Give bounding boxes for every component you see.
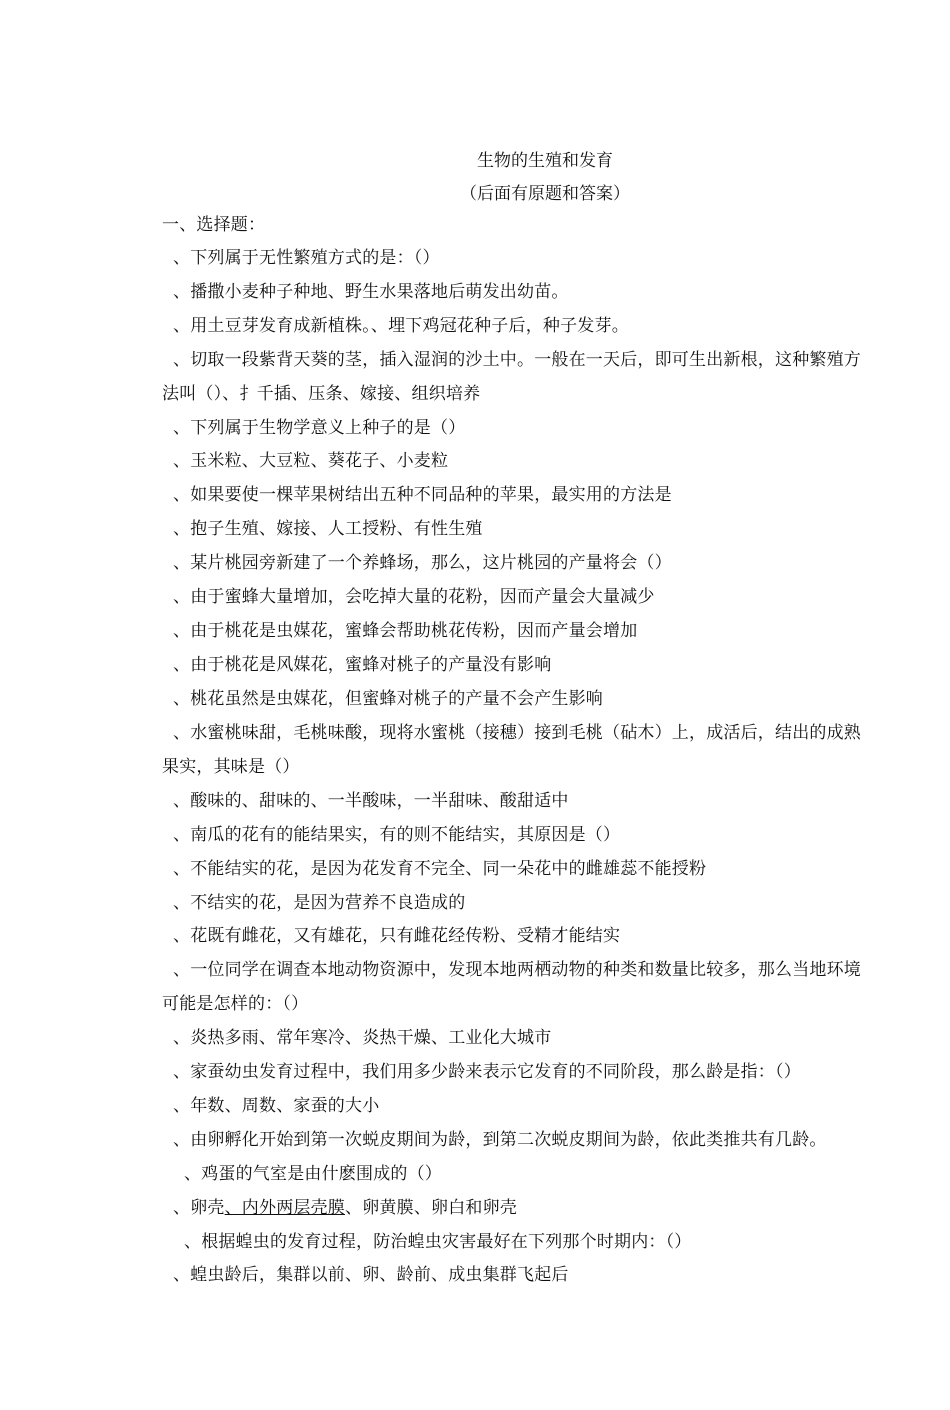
question-line: 、根据蝗虫的发育过程，防治蝗虫灾害最好在下列那个时期内：（）	[184, 1232, 692, 1252]
option-line: 、由卵孵化开始到第一次蜕皮期间为龄，到第二次蜕皮期间为龄，依此类推共有几龄。	[173, 1130, 827, 1150]
option-line: 、花既有雌花，又有雄花，只有雌花经传粉、受精才能结实	[173, 926, 621, 946]
option-line: 、用土豆芽发育成新植株。、埋下鸡冠花种子后，种子发芽。	[173, 316, 629, 336]
question-line: 、如果要使一棵苹果树结出五种不同品种的苹果，最实用的方法是	[173, 485, 672, 505]
option-line: 、桃花虽然是虫媒花，但蜜蜂对桃子的产量不会产生影响	[173, 689, 603, 709]
option-text: 、卵壳	[173, 1198, 225, 1218]
question-line: 、某片桃园旁新建了一个养蜂场，那么，这片桃园的产量将会（）	[173, 553, 672, 573]
question-line: 、下列属于无性繁殖方式的是：（）	[173, 248, 440, 268]
option-line: 、玉米粒、大豆粒、葵花子、小麦粒	[173, 451, 449, 471]
question-line: 、切取一段紫背天葵的茎，插入湿润的沙土中。一般在一天后，即可生出新根，这种繁殖方	[173, 350, 861, 370]
option-line: 、酸味的、甜味的、一半酸味，一半甜味、酸甜适中	[173, 791, 569, 811]
question-line-continued: 可能是怎样的：（）	[162, 994, 309, 1014]
option-text-underlined: 、内外两层壳膜	[224, 1198, 346, 1218]
question-line-continued: 法叫（）、扌千插、压条、嫁接、组织培养	[162, 384, 481, 404]
option-line: 、由于桃花是风媒花，蜜蜂对桃子的产量没有影响	[173, 655, 552, 675]
option-line: 、由于桃花是虫媒花，蜜蜂会帮助桃花传粉，因而产量会增加	[173, 621, 638, 641]
question-line: 、一位同学在调查本地动物资源中，发现本地两栖动物的种类和数量比较多，那么当地环境	[173, 960, 861, 980]
document-title: 生物的生殖和发育	[477, 151, 613, 171]
option-text: 、卵黄膜、卵白和卵壳	[345, 1198, 518, 1218]
option-line: 、年数、周数、家蚕的大小	[173, 1096, 380, 1116]
question-line: 、下列属于生物学意义上种子的是（）	[173, 418, 466, 438]
option-line: 、不能结实的花，是因为花发育不完全、同一朵花中的雌雄蕊不能授粉	[173, 859, 707, 879]
section-heading: 一、选择题：	[162, 215, 266, 235]
question-line: 、南瓜的花有的能结果实，有的则不能结实，其原因是（）	[173, 825, 621, 845]
question-line: 、水蜜桃味甜，毛桃味酸，现将水蜜桃（接穗）接到毛桃（砧木）上，成活后，结出的成熟	[173, 723, 861, 743]
question-line-continued: 果实，其味是（）	[162, 757, 300, 777]
option-line-egg	[173, 1193, 517, 1218]
option-line: 、播撒小麦种子种地、野生水果落地后萌发出幼苗。	[173, 282, 569, 302]
option-line: 、蝗虫龄后，集群以前、卵、龄前、成虫集群飞起后	[173, 1265, 569, 1285]
option-line: 、抱子生殖、嫁接、人工授粉、有性生殖	[173, 519, 483, 539]
option-line: 、不结实的花，是因为营养不良造成的	[173, 893, 466, 913]
option-line: 、炎热多雨、常年寒冷、炎热干燥、工业化大城市	[173, 1028, 552, 1048]
option-line: 、由于蜜蜂大量增加，会吃掉大量的花粉，因而产量会大量减少	[173, 587, 655, 607]
question-line: 、家蚕幼虫发育过程中，我们用多少龄来表示它发育的不同阶段，那么龄是指：（）	[173, 1062, 801, 1082]
document-subtitle: （后面有原题和答案）	[460, 184, 630, 204]
question-line: 、鸡蛋的气室是由什麽围成的（）	[184, 1164, 442, 1184]
